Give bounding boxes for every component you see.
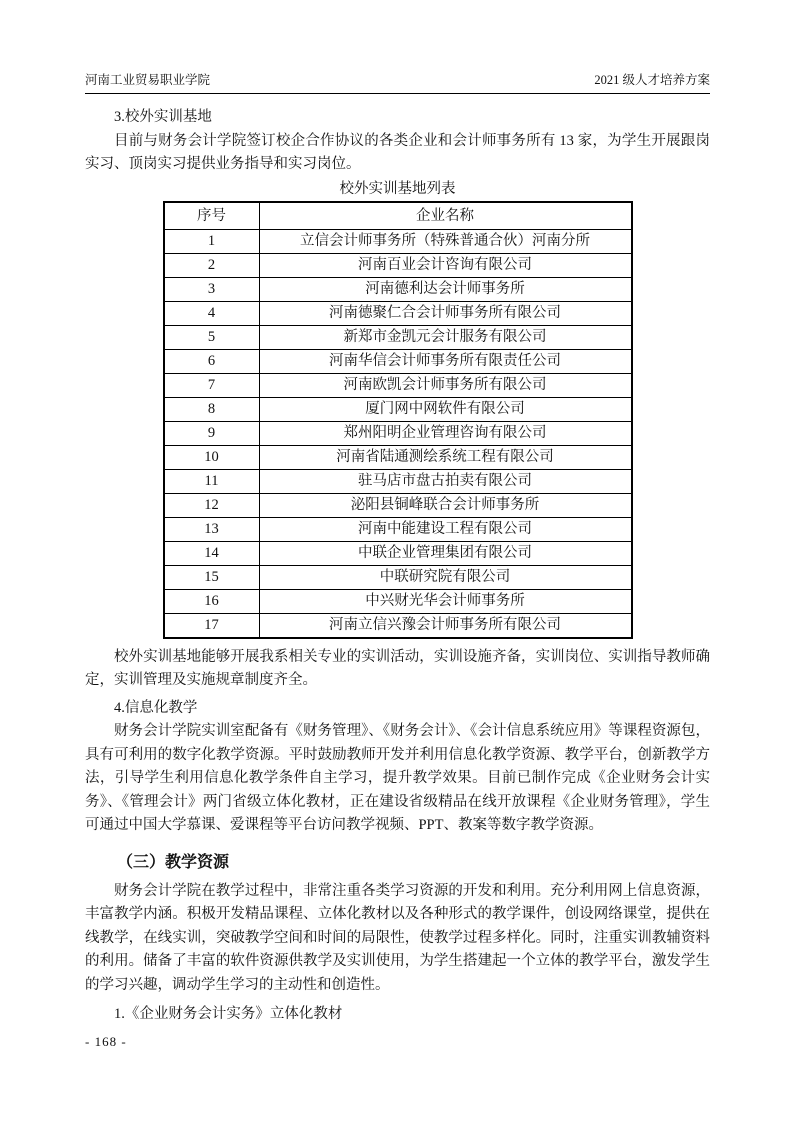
row-index-cell: 6: [164, 349, 260, 373]
table-row: [164, 517, 632, 541]
table-row: [164, 349, 632, 373]
company-name-cell: 河南德聚仁合会计师事务所有限公司: [259, 301, 632, 325]
row-index-cell: 13: [164, 517, 260, 541]
table-row: [164, 589, 632, 613]
row-index-cell: 16: [164, 589, 260, 613]
table-row: [164, 397, 632, 421]
heading-textbook-item-1: 1.《企业财务会计实务》立体化教材: [114, 1006, 343, 1022]
company-name-cell: 河南百业会计咨询有限公司: [259, 253, 632, 277]
company-name-cell: 河南立信兴豫会计师事务所有限公司: [259, 613, 632, 638]
row-index-cell: 9: [164, 421, 260, 445]
heading-teaching-resources: （三）教学资源: [117, 853, 230, 871]
table-row: [164, 253, 632, 277]
table-row: [164, 301, 632, 325]
page-header: [85, 70, 710, 94]
company-name-cell: 厦门网中网软件有限公司: [259, 397, 632, 421]
table-row: [164, 565, 632, 589]
paragraph-bases-summary: 校外实训基地能够开展我系相关专业的实训活动，实训设施齐备，实训岗位、实训指导教师确定，实训管理及实施规章制度齐全。: [85, 648, 710, 688]
heading-offcampus-training-bases: 3.校外实训基地: [114, 109, 212, 125]
document-content: [85, 100, 710, 1027]
row-index-cell: 7: [164, 373, 260, 397]
company-name-cell: 新郑市金凯元会计服务有限公司: [259, 325, 632, 349]
column-header-company-name: 企业名称: [259, 202, 632, 230]
row-index-cell: 3: [164, 277, 260, 301]
row-index-cell: 4: [164, 301, 260, 325]
table-row: [164, 277, 632, 301]
row-index-cell: 17: [164, 613, 260, 638]
row-index-cell: 2: [164, 253, 260, 277]
row-index-cell: 12: [164, 493, 260, 517]
table-row: [164, 373, 632, 397]
paragraph-informatization-teaching: 财务会计学院实训室配备有《财务管理》、《财务会计》、《会计信息系统应用》等课程资源包，具有可利用的数字化教学资源。平时鼓励教师开发并利用信息化教学资源、教学平台，创新教学方法，引导学生利用信息化教学条件自主学习，提升教学效果。目前已制作完成《企业财务会计实务》、《管理会计》两门省级立体化教材，正在建设省级精品在线开放课程《企业财务管理》，学生可通过中国大学慕课、爱课程等平台访问教学视频、PPT、教案等数字教学资源。: [85, 723, 710, 833]
table-row: [164, 469, 632, 493]
page-footer: [85, 1034, 127, 1050]
company-name-cell: 立信会计师事务所（特殊普通合伙）河南分所: [259, 229, 632, 253]
company-name-cell: 河南德利达会计师事务所: [259, 277, 632, 301]
row-index-cell: 8: [164, 397, 260, 421]
table-row: [164, 541, 632, 565]
row-index-cell: 5: [164, 325, 260, 349]
company-name-cell: 中联研究院有限公司: [259, 565, 632, 589]
company-name-cell: 郑州阳明企业管理咨询有限公司: [259, 421, 632, 445]
table-row: [164, 421, 632, 445]
header-institution: 河南工业贸易职业学院: [85, 73, 211, 87]
paragraph-bases-intro: 目前与财务会计学院签订校企合作协议的各类企业和会计师事务所有 13 家，为学生开展跟岗实习、顶岗实习提供业务指导和实习岗位。: [85, 132, 710, 172]
page-number: - 168 -: [85, 1034, 127, 1049]
training-bases-table: [163, 201, 633, 639]
header-document-title: 2021 级人才培养方案: [594, 73, 710, 87]
company-name-cell: 中联企业管理集团有限公司: [259, 541, 632, 565]
table-title: 校外实训基地列表: [339, 180, 456, 197]
row-index-cell: 14: [164, 541, 260, 565]
column-header-index: 序号: [164, 202, 260, 230]
table-header-row: [164, 202, 632, 230]
table-row: [164, 229, 632, 253]
table-body: [164, 229, 632, 638]
row-index-cell: 11: [164, 469, 260, 493]
row-index-cell: 1: [164, 229, 260, 253]
company-name-cell: 河南欧凯会计师事务所有限公司: [259, 373, 632, 397]
heading-informatization-teaching: 4.信息化教学: [114, 699, 198, 716]
company-name-cell: 泌阳县铜峰联合会计师事务所: [259, 493, 632, 517]
company-name-cell: 河南省陆通测绘系统工程有限公司: [259, 445, 632, 469]
company-name-cell: 河南中能建设工程有限公司: [259, 517, 632, 541]
table-row: [164, 613, 632, 638]
table-row: [164, 325, 632, 349]
table-row: [164, 445, 632, 469]
row-index-cell: 15: [164, 565, 260, 589]
company-name-cell: 中兴财光华会计师事务所: [259, 589, 632, 613]
row-index-cell: 10: [164, 445, 260, 469]
paragraph-teaching-resources: 财务会计学院在教学过程中，非常注重各类学习资源的开发和利用。充分利用网上信息资源，丰富教学内涵。积极开发精品课程、立体化教材以及各种形式的教学课件，创设网络课堂，提供在线教学，在线实训，突破教学空间和时间的局限性，使教学过程多样化。同时，注重实训教辅资料的利用。储备了丰富的软件资源供教学及实训使用，为学生搭建起一个立体的教学平台，激发学生的学习兴趣，调动学生学习的主动性和创造性。: [85, 882, 710, 993]
table-row: [164, 493, 632, 517]
company-name-cell: 驻马店市盘古拍卖有限公司: [259, 469, 632, 493]
company-name-cell: 河南华信会计师事务所有限责任公司: [259, 349, 632, 373]
